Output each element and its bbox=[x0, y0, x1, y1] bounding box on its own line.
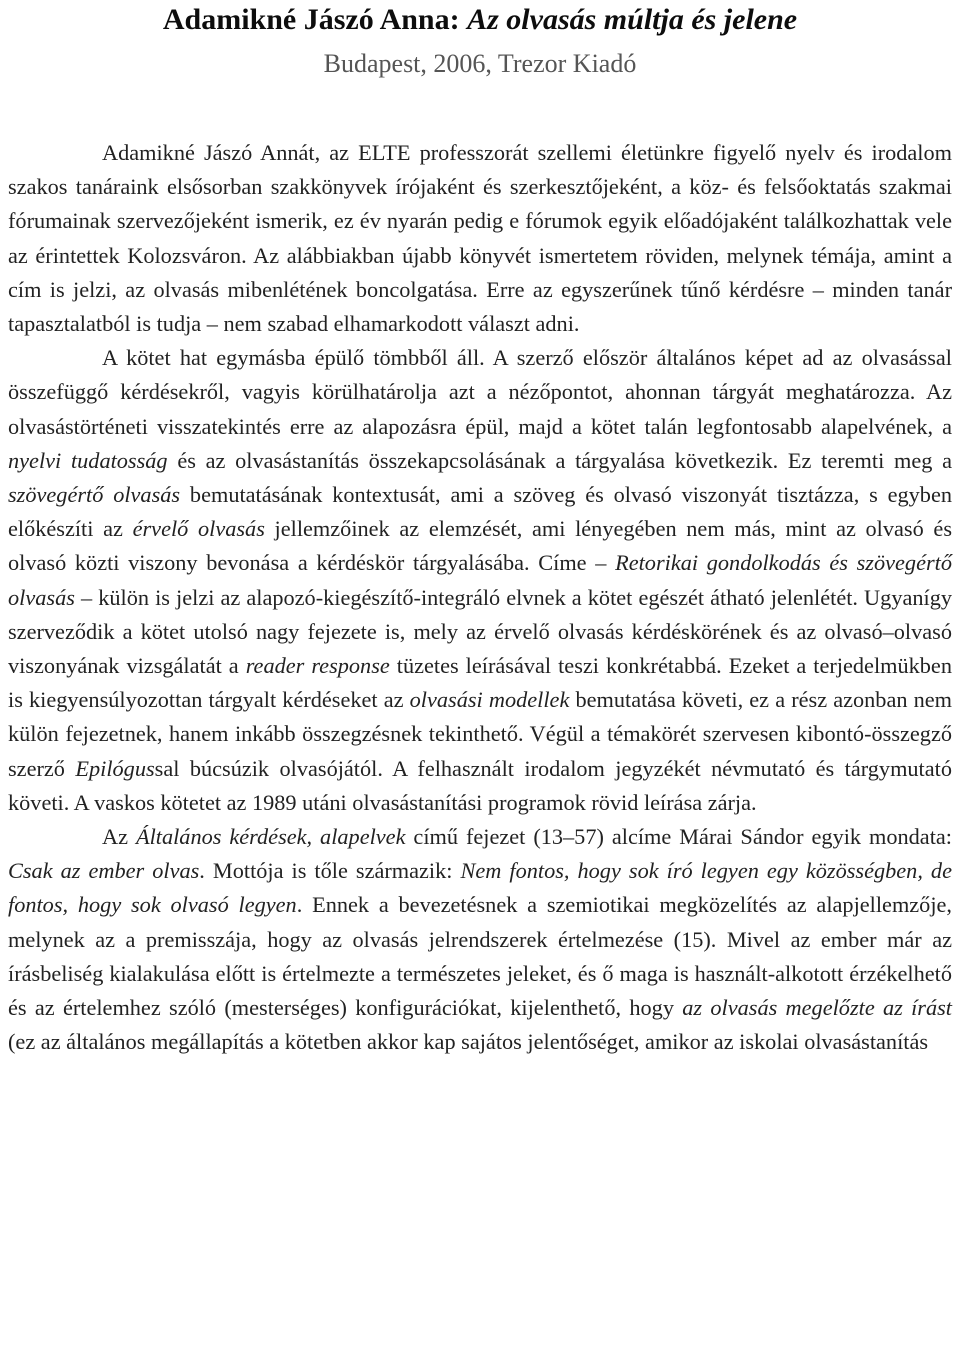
paragraph bbox=[8, 820, 952, 1059]
text-run: A kötet hat egymásba épülő tömbből áll. A szerző először általános képet ad az olvasással összefüggő kérdésekről, vagyis körülhatárolja azt a nézőpontot, ahonnan tárgyát meghatározza. Az olvasástörténeti visszatekintés erre az alapozásra épül, majd a kötet talán legfontosabb alapelvének, a bbox=[8, 345, 952, 439]
text-run: – külön is jelzi az alapozó-kiegészítő-integráló elvnek a kötet egészét átható jelenlétét. Ugyanígy szerveződik a kötet utolsó nagy fejezete is, mely az érvelő olvasás kérdéskörének és az olvasó–olvasó viszonyának vizsgálatát a bbox=[8, 584, 952, 679]
italic-text: az olvasás megelőzte az írást bbox=[682, 995, 953, 1021]
review-body bbox=[8, 136, 952, 1059]
italic-text: reader response bbox=[245, 653, 390, 679]
italic-text: nyelvi tudatosság bbox=[8, 447, 168, 473]
italic-text: szövegértő olvasás bbox=[8, 482, 181, 508]
text-run: (ez az általános megállapítás a kötetben akkor kap sajátos jelentőséget, amikor az iskolai olvasástanítás bbox=[8, 1029, 929, 1055]
italic-text: Nem fontos, hogy sok író legyen egy közösségben, de fontos, hogy sok olvasó legyen bbox=[8, 858, 952, 918]
text-run: Az bbox=[102, 824, 136, 850]
italic-text: Epilógus bbox=[75, 755, 155, 781]
paragraph bbox=[8, 136, 952, 341]
text-run: tüzetes leírásával teszi konkrétabbá. Ezeket a terjedelmükben is kiegyensúlyozottan tárgyalt kérdéseket az bbox=[8, 653, 952, 713]
text-run: Adamikné Jászó Annát, az ELTE professzorát szellemi életünkre figyelő nyelv és irodalom szakos tanáraink elsősorban szakkönyvek írójaként és szerkesztőjeként, a köz- és felsőoktatás szakmai fórumainak szervezőjeként ismerik, ez év nyarán pedig e fórumok egyik előadójaként találkozhattak vele az érintettek Kolozsváron. Az alábbiakban újabb könyvét ismertetem röviden, melynek témája, amint a cím is jelzi, az olvasás mibenlétének boncolgatása. Erre az egyszerűnek tűnő kérdésre – minden tanár tapasztalatból is tudja – nem szabad elhamarkodott választ adni. bbox=[8, 140, 952, 337]
book-title: Az olvasás múltja és jelene bbox=[467, 3, 798, 36]
italic-text: Csak az ember olvas bbox=[8, 858, 200, 884]
italic-text: olvasási modellek bbox=[409, 687, 570, 713]
publication-info: Budapest, 2006, Trezor Kiadó bbox=[323, 49, 637, 78]
text-run: bemutatása követi, ez a rész azonban nem külön fejezetnek, hanem inkább összegzésnek tekinthető. Végül a témakörét szervesen kibontó-összegző szerző bbox=[8, 687, 953, 781]
text-run: és az olvasástanítás összekapcsolásának a tárgyalása következik. Ez teremti meg a bbox=[167, 447, 952, 473]
italic-text: Retorikai gondolkodás és szövegértő olvasás bbox=[8, 550, 952, 610]
text-run: című fejezet (13–57) alcíme Márai Sándor egyik mondata: bbox=[405, 824, 952, 850]
document-page bbox=[0, 2, 960, 1059]
text-run: . Mottója is tőle származik: bbox=[199, 858, 461, 884]
italic-text: érvelő olvasás bbox=[132, 516, 265, 542]
text-run: bemutatásának kontextusát, ami a szöveg és olvasó viszonyát tisztázza, s egyben előkészíti az bbox=[8, 482, 952, 542]
italic-text: Általános kérdések, alapelvek bbox=[135, 824, 406, 850]
document-title bbox=[8, 2, 952, 38]
text-run: . Ennek a bevezetésnek a szemiotikai megközelítés az alapjellemzője, melynek az a premisszája, hogy az olvasás jelrendszerek értelmezése (15). Mivel az ember már az írásbeliség kialakulása előtt is értelmezte a természetes jeleket, és ő maga is használt-alkotott érzékelhető és az értelemhez szóló (mesterséges) konfigurációkat, kijelenthető, hogy bbox=[8, 892, 952, 1021]
author-name: Adamikné Jászó Anna: bbox=[162, 3, 468, 36]
paragraph bbox=[8, 341, 952, 820]
text-run: sal búcsúzik olvasójától. A felhasznált irodalom jegyzékét névmutató és tárgymutató követi. A vaskos kötetet az 1989 utáni olvasástanítási programok rövid leírása zárja. bbox=[8, 755, 952, 815]
text-run: jellemzőinek az elemzését, ami lényegében nem más, mint az olvasó és olvasó közti viszony bevonása a kérdéskör tárgyalásába. Címe – bbox=[8, 516, 952, 576]
